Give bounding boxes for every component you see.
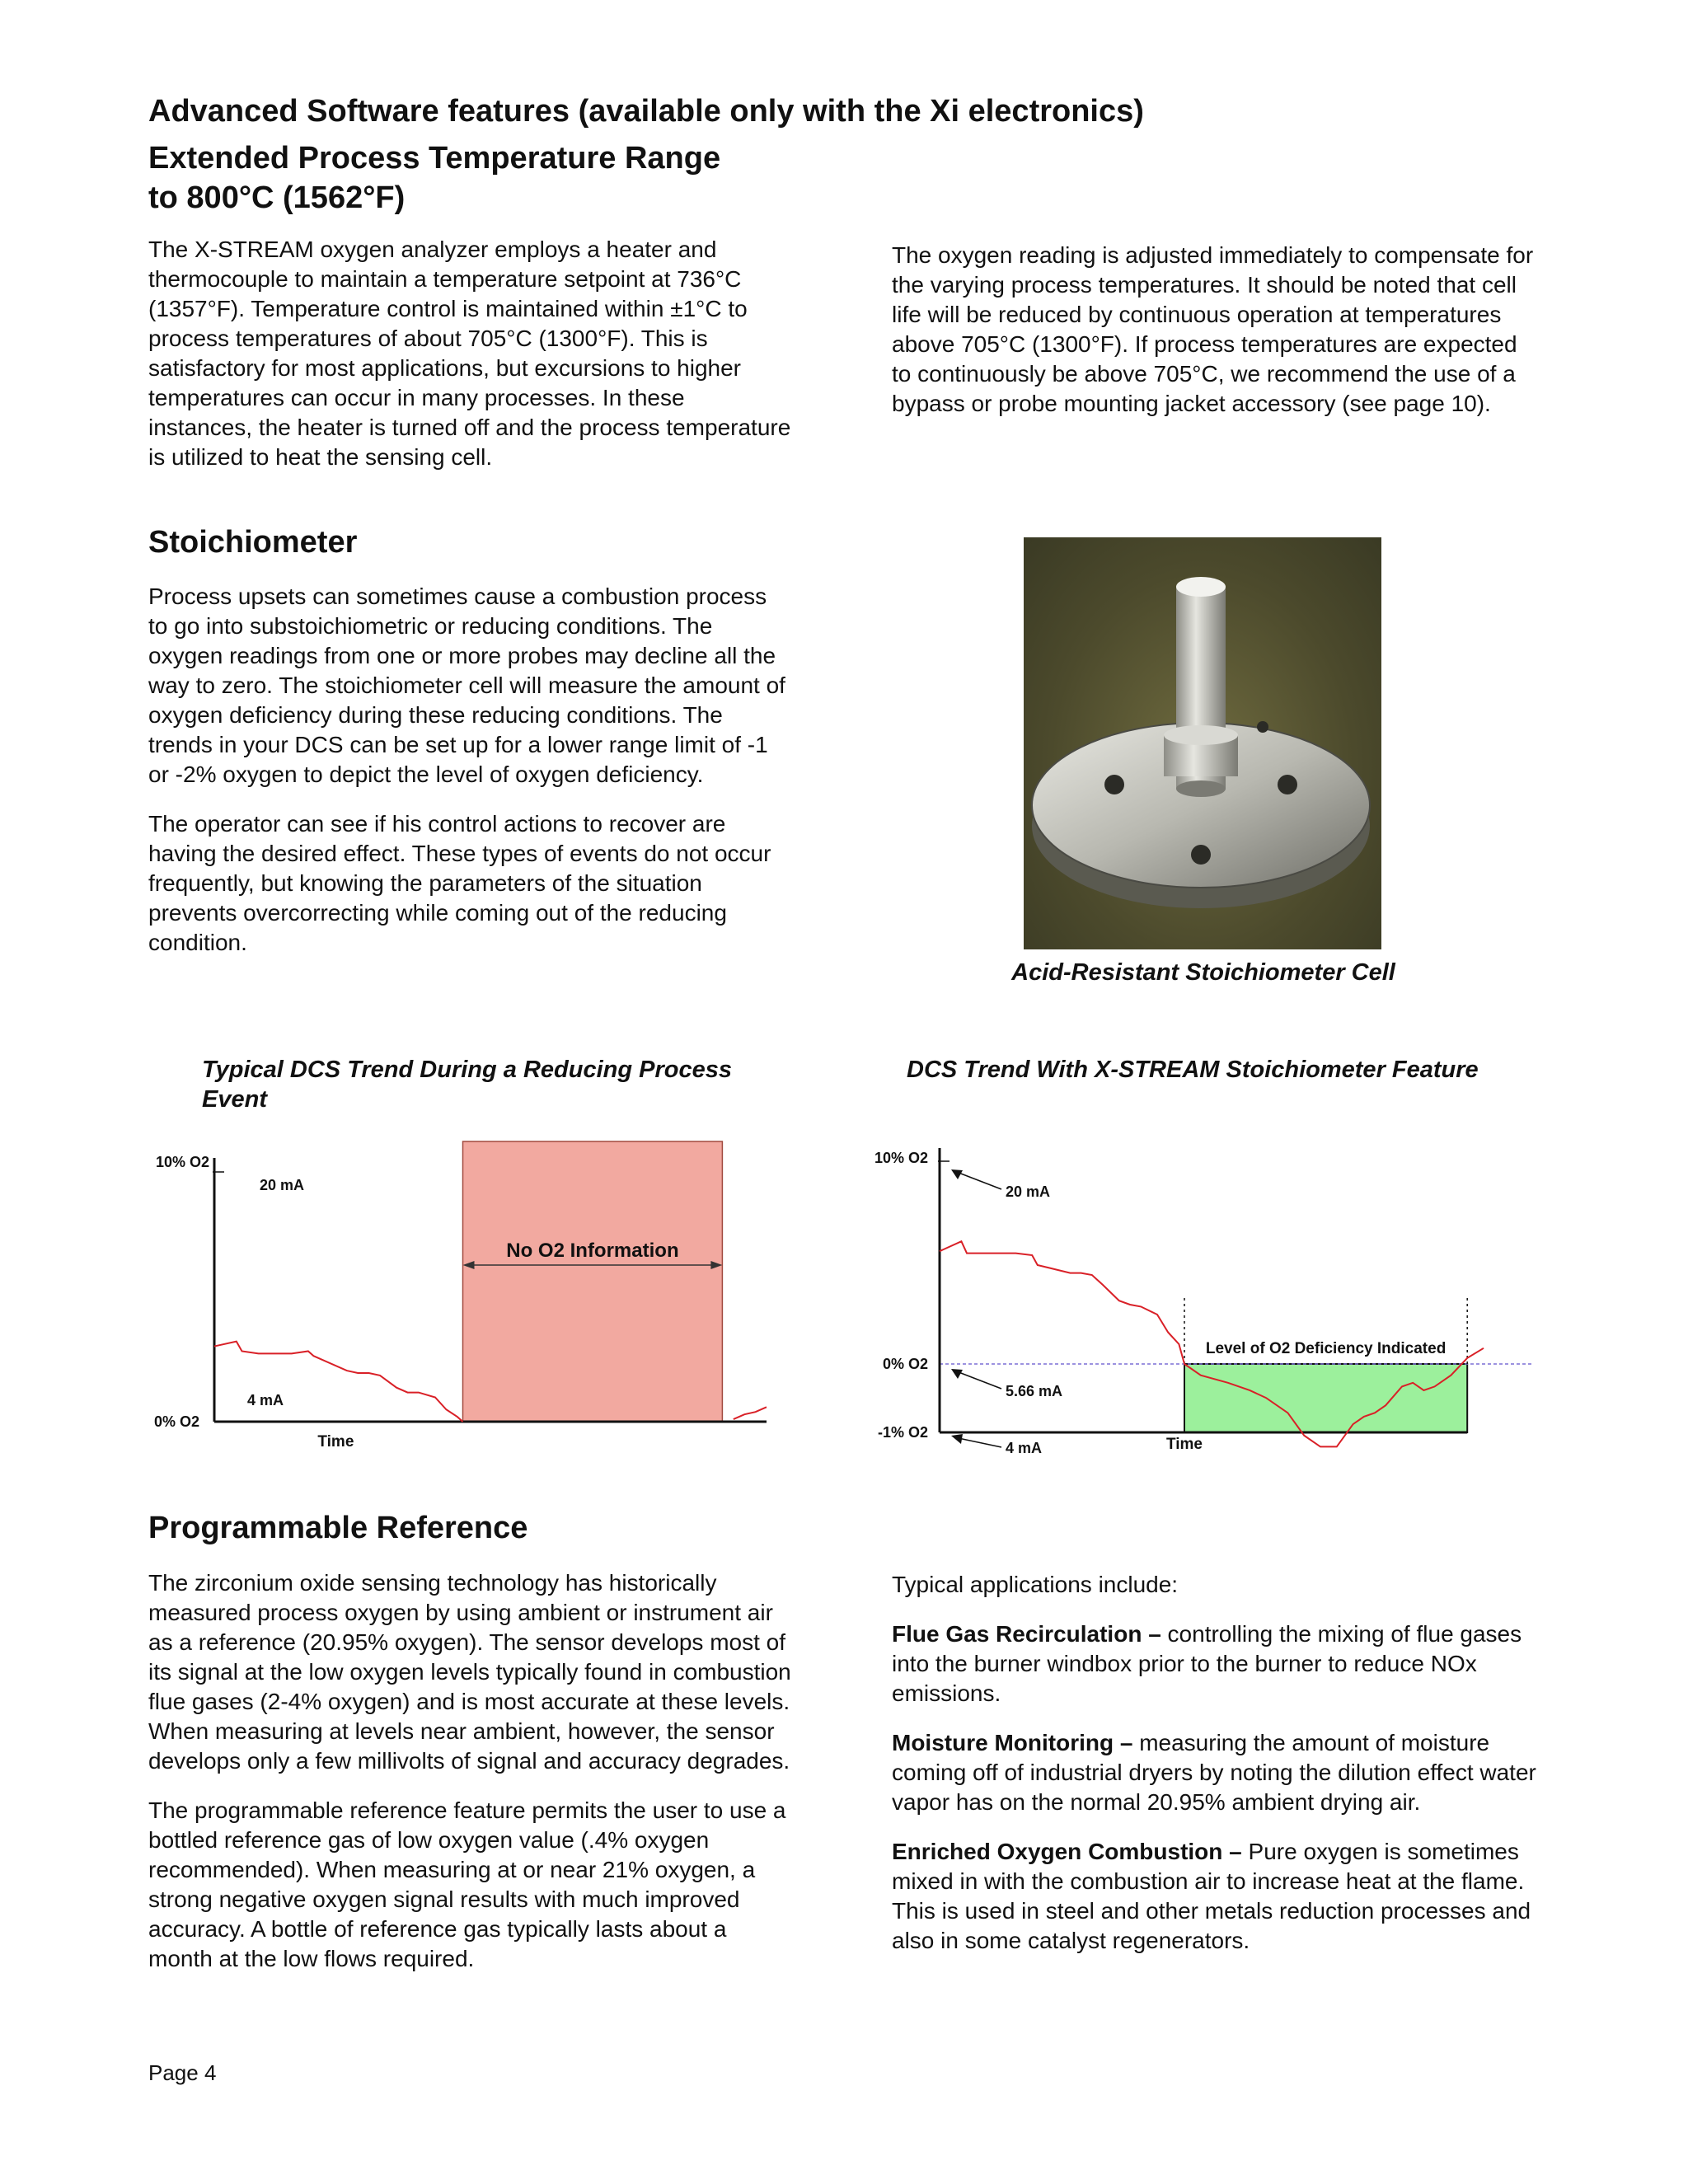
chart2-xlabel: Time [1165, 1436, 1203, 1453]
photo-caption: Acid-Resistant Stoichiometer Cell [1011, 959, 1395, 986]
page-number: Page 4 [148, 2060, 217, 2085]
chart2-band-label: Level of O2 Deficiency Indicated [1205, 1340, 1447, 1357]
stoichiometer-title: Stoichiometer [148, 525, 358, 560]
chart2-pointer-head-20ma [951, 1169, 963, 1179]
application-term: Flue Gas Recirculation – [892, 1621, 1161, 1647]
chart1-no-info-band [463, 1141, 723, 1422]
extended-right-paragraph [892, 241, 1535, 438]
stoichiometer-cell-photo [1024, 537, 1381, 949]
application-desc: Pure oxygen is sometimes mixed in with the combustion air to increase heat at the flame. This is used in steel and other metals reduction processes and also in some catalyst regenerators. [892, 1839, 1531, 1953]
chart1-title: Typical DCS Trend During a Reducing Process Event [202, 1057, 732, 1113]
extended-left-text: The X-STREAM oxygen analyzer employs a heater and thermocouple to maintain a temperature setpoint at 736°C (1357°F). Temperature control is maintained within ±1°C to process temperatures of about 705°C (1300°F). This is satisfactory for most applications, but excursions to higher temperatures can occur in many processes. In these instances, the heater is turned off and the process temperature is utilized to heat the sensing cell. [148, 237, 791, 470]
chart1-label-4ma: 4 mA [247, 1392, 284, 1408]
application-item [892, 1728, 1551, 1817]
application-term: Enriched Oxygen Combustion – [892, 1839, 1242, 1864]
chart2 [857, 1133, 1541, 1479]
chart1-band-label: No O2 Information [506, 1240, 679, 1262]
stoichiometer-paragraph-2: The operator can see if his control actions to recover are having the desired effect. These types of events do not occur frequently, but knowing the parameters of the situation prevents overcorrecting while coming out of the reducing condition. [148, 811, 771, 955]
extended-temp-title [148, 138, 973, 218]
chart2-label-4ma: 4 mA [1006, 1440, 1043, 1456]
chart2-pointer-head-566ma [951, 1369, 963, 1379]
stoichiometer-text [148, 582, 791, 977]
chart2-deficiency-band [1184, 1364, 1467, 1432]
stoichiometer-paragraph-1: Process upsets can sometimes cause a combustion process to go into substoichiometric or reducing conditions. The oxygen readings from one or more probes may decline all the way to zero. The stoichiometer cell will measure the amount of oxygen deficiency during these reducing conditions. The trends in your DCS can be set up for a lower range limit of -1 or -2% oxygen to depict the level of oxygen deficiency. [148, 583, 785, 787]
application-desc: controlling the mixing of flue gases into the burner windbox prior to the burner to reduce NOx emissions. [892, 1621, 1522, 1706]
chart2-pointer-566ma [954, 1371, 1001, 1389]
main-title: Advanced Software features (available only with the Xi electronics) [148, 94, 1144, 129]
chart2-title: DCS Trend With X-STREAM Stoichiometer Feature [907, 1057, 1479, 1083]
stoichiometer-cell-illustration [1024, 537, 1381, 949]
chart2-label-20ma: 20 mA [1006, 1183, 1051, 1200]
chart2-pointer-head-4ma [951, 1434, 963, 1444]
chart2-ytick-zero: 0% O2 [882, 1356, 928, 1372]
extended-left-paragraph [148, 235, 791, 492]
chart2-label-566ma: 5.66 mA [1006, 1383, 1063, 1399]
applications-intro: Typical applications include: [892, 1572, 1179, 1597]
chart2-pointer-20ma [954, 1171, 1001, 1189]
application-item [892, 1619, 1551, 1708]
applications-list [892, 1570, 1551, 1975]
programmable-title: Programmable Reference [148, 1511, 528, 1545]
application-item [892, 1837, 1551, 1956]
application-desc: measuring the amount of moisture coming off of industrial dryers by noting the dilution effect water vapor has on the normal 20.95% ambient drying air. [892, 1730, 1536, 1815]
extended-temp-title-line1: Extended Process Temperature Range [148, 141, 721, 176]
chart1-trend-line-resume [734, 1407, 767, 1419]
chart1-xlabel: Time [317, 1433, 354, 1451]
chart2-ytick-top: 10% O2 [874, 1150, 928, 1166]
application-term: Moisture Monitoring – [892, 1730, 1133, 1755]
extended-temp-title-line2: to 800°C (1562°F) [148, 180, 406, 215]
programmable-paragraph-2: The programmable reference feature permits the user to use a bottled reference gas of low oxygen value (.4% oxygen recommended). When measuring at or near 21% oxygen, a strong negative oxygen signal results with much improved accuracy. A bottle of reference gas typically lasts about a month at the low flows required. [148, 1797, 786, 1971]
chart1-ytick-bottom: 0% O2 [153, 1413, 199, 1430]
extended-right-text: The oxygen reading is adjusted immediately to compensate for the varying process temperatures. It should be noted that cell life will be reduced by continuous operation at temperatures above 705°C (1300°F). If process temperatures are expected to continuously be above 705°C, we recommend the use of a bypass or probe mounting jacket accessory (see page 10). [892, 242, 1534, 416]
chart2-ytick-bottom: -1% O2 [877, 1424, 928, 1441]
chart1-label-20ma: 20 mA [260, 1177, 305, 1193]
chart1 [140, 1133, 783, 1479]
chart1-ytick-top: 10% O2 [155, 1154, 209, 1170]
chart1-trend-line [214, 1342, 463, 1422]
programmable-text [148, 1568, 795, 1994]
programmable-paragraph-1: The zirconium oxide sensing technology has historically measured process oxygen by using ambient or instrument air as a reference (20.95% oxygen). The sensor develops most of its signal at the low oxygen levels typically found in combustion flue gases (2-4% oxygen) and is most accurate at these levels. When measuring at levels near ambient, however, the sensor develops only a few millivolts of signal and accuracy degrades. [148, 1570, 791, 1774]
